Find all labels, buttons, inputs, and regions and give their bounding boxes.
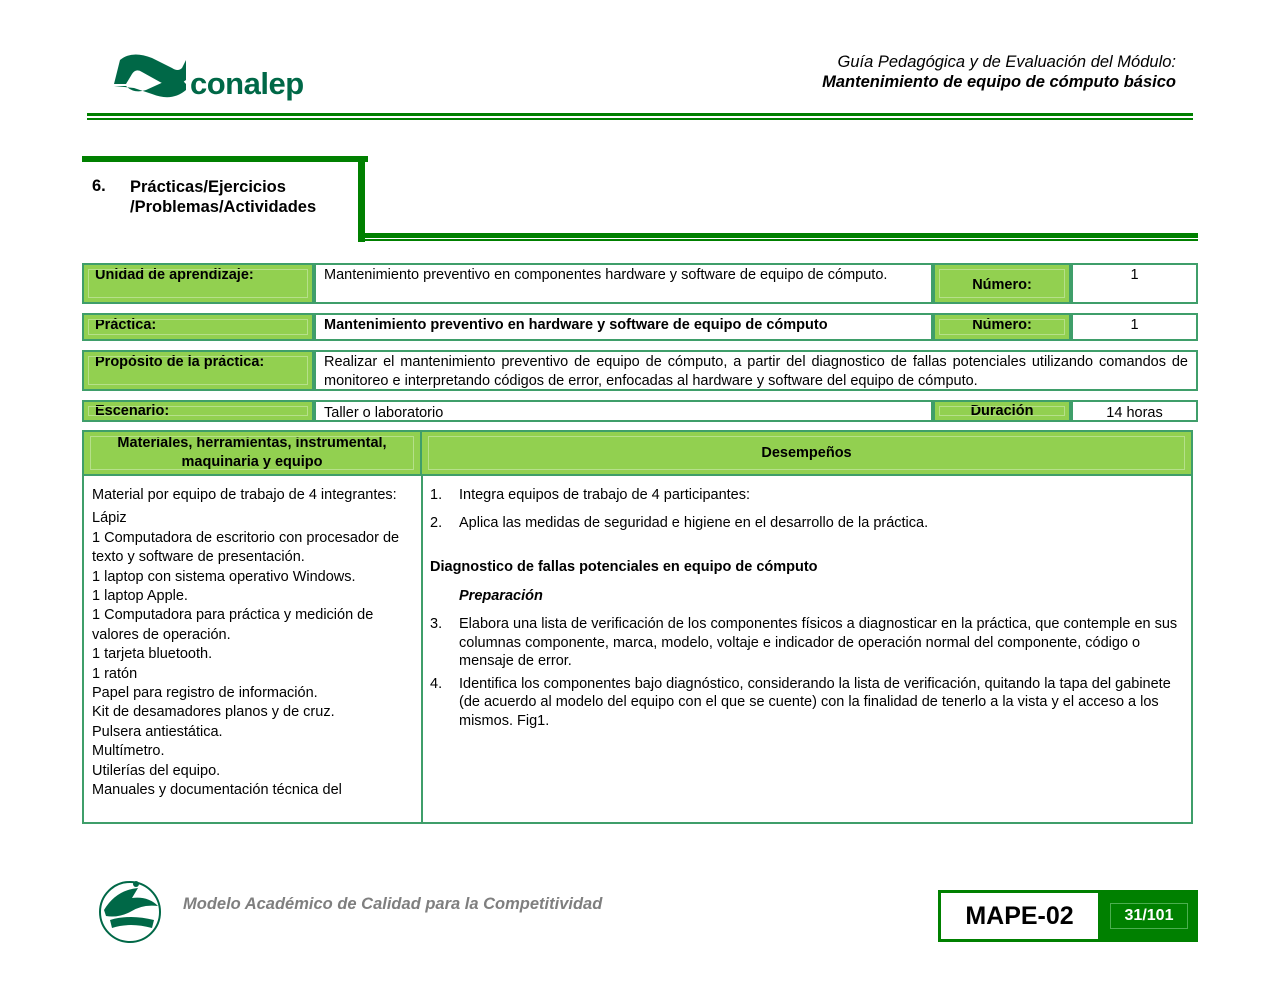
section-title	[130, 177, 316, 217]
escenario-label: Escenario:	[82, 400, 314, 422]
material-item: 1 ratón	[92, 665, 138, 682]
section-number: 6.	[92, 177, 106, 195]
header-line-2: Mantenimiento de equipo de cómputo básico	[822, 73, 1176, 91]
material-item: Multímetro.	[92, 743, 165, 760]
page-number: 31/101	[1100, 890, 1198, 942]
unidad-label: Unidad de aprendizaje:	[82, 263, 314, 304]
modelo-academico-seal-icon	[96, 876, 164, 944]
proposito-row	[82, 350, 1198, 391]
step-number: 2.	[430, 514, 443, 531]
materials-intro: Material por equipo de trabajo de 4 integrantes:	[92, 487, 397, 503]
material-item: 1 laptop Apple.	[92, 588, 188, 605]
escenario-value: Taller o laboratorio	[314, 400, 933, 422]
step-number: 4.	[430, 675, 443, 692]
material-item: Papel para registro de información.	[92, 685, 318, 702]
unidad-numero-label: Número:	[933, 263, 1071, 304]
material-item: Utilerías del equipo.	[92, 762, 221, 779]
proposito-label: Propósito de la práctica:	[82, 350, 314, 391]
material-item: Kit de desamadores planos y de cruz.	[92, 704, 335, 721]
practice-table	[82, 430, 1193, 824]
subsection-title: Preparación	[459, 587, 543, 604]
document-code: MAPE-02	[938, 890, 1100, 942]
practica-label: Práctica:	[82, 313, 314, 341]
list-item	[430, 675, 1180, 731]
material-item: 1 tarjeta bluetooth.	[92, 646, 213, 663]
practica-numero-value: 1	[1071, 313, 1198, 341]
column-divider	[421, 476, 423, 822]
proposito-value: Realizar el mantenimiento preventivo de equipo de cómputo, a partir del diagnostico de fallas potenciales utilizando comandos de monitoreo e interpretando códigos de error, enfocadas al hardware y software del equipo de cómputo.	[314, 350, 1198, 391]
duracion-value: 14 horas	[1071, 400, 1198, 422]
section-title-line-1: Prácticas/Ejercicios	[130, 178, 286, 196]
material-item: Manuales y documentación técnica del	[92, 782, 342, 799]
header-divider	[87, 113, 1193, 120]
material-item: 1 laptop con sistema operativo Windows.	[92, 568, 356, 585]
step-text: Identifica los componentes bajo diagnóstico, considerando la lista de verificación, quitando la tapa del gabinete (de acuerdo al modelo del equipo con el que se cuente) con la finalidad de tenerlo a la vista y el acceso a los mismos. Fig1.	[459, 675, 1171, 729]
step-text: Elabora una lista de verificación de los componentes físicos a diagnosticar en la práctica, que contemple en sus columnas componente, marca, modelo, voltaje e indicador de operación normal del componente, código o mensaje de error.	[459, 616, 1178, 669]
duracion-label: Duración	[933, 400, 1071, 422]
material-item: 1 Computadora de escritorio con procesador de texto y software de presentación.	[92, 529, 400, 566]
list-item	[430, 514, 1180, 533]
unidad-value: Mantenimiento preventivo en componentes hardware y software de equipo de cómputo.	[314, 263, 933, 304]
desempenos-header: Desempeños	[422, 432, 1191, 476]
practica-row	[82, 313, 1198, 341]
materials-list	[92, 486, 416, 801]
unidad-numero-value: 1	[1071, 263, 1198, 304]
material-item: 1 Computadora para práctica y medición de valores de operación.	[92, 607, 374, 643]
section-vertical-bar	[358, 160, 365, 242]
header-line-1: Guía Pedagógica y de Evaluación del Módulo:	[837, 53, 1176, 71]
step-number: 1.	[430, 487, 443, 503]
practica-numero-label: Número:	[933, 313, 1071, 341]
list-item	[430, 486, 1180, 505]
step-number: 3.	[430, 616, 443, 632]
practica-value: Mantenimiento preventivo en hardware y software de equipo de cómputo	[314, 313, 933, 341]
material-item: Lápiz	[92, 510, 127, 527]
unidad-row	[82, 263, 1198, 304]
material-item: Pulsera antiestática.	[92, 723, 223, 740]
step-text: Integra equipos de trabajo de 4 participantes:	[459, 487, 751, 503]
materials-header: Materiales, herramientas, instrumental, maquinaria y equipo	[84, 432, 422, 476]
section-title-line-2: /Problemas/Actividades	[130, 198, 317, 216]
document-header	[822, 52, 1176, 92]
list-item	[430, 615, 1180, 671]
subheading: Diagnostico de fallas potenciales en equipo de cómputo	[430, 559, 818, 575]
footer-tagline: Modelo Académico de Calidad para la Competitividad	[183, 895, 603, 913]
step-text: Aplica las medidas de seguridad e higiene en el desarrollo de la práctica.	[459, 514, 929, 531]
section-bottom-bar	[358, 233, 1198, 241]
desempenos-list	[430, 486, 1180, 739]
section-top-bar	[82, 156, 368, 162]
escenario-row	[82, 400, 1198, 422]
logo-text: conalep	[190, 66, 304, 101]
